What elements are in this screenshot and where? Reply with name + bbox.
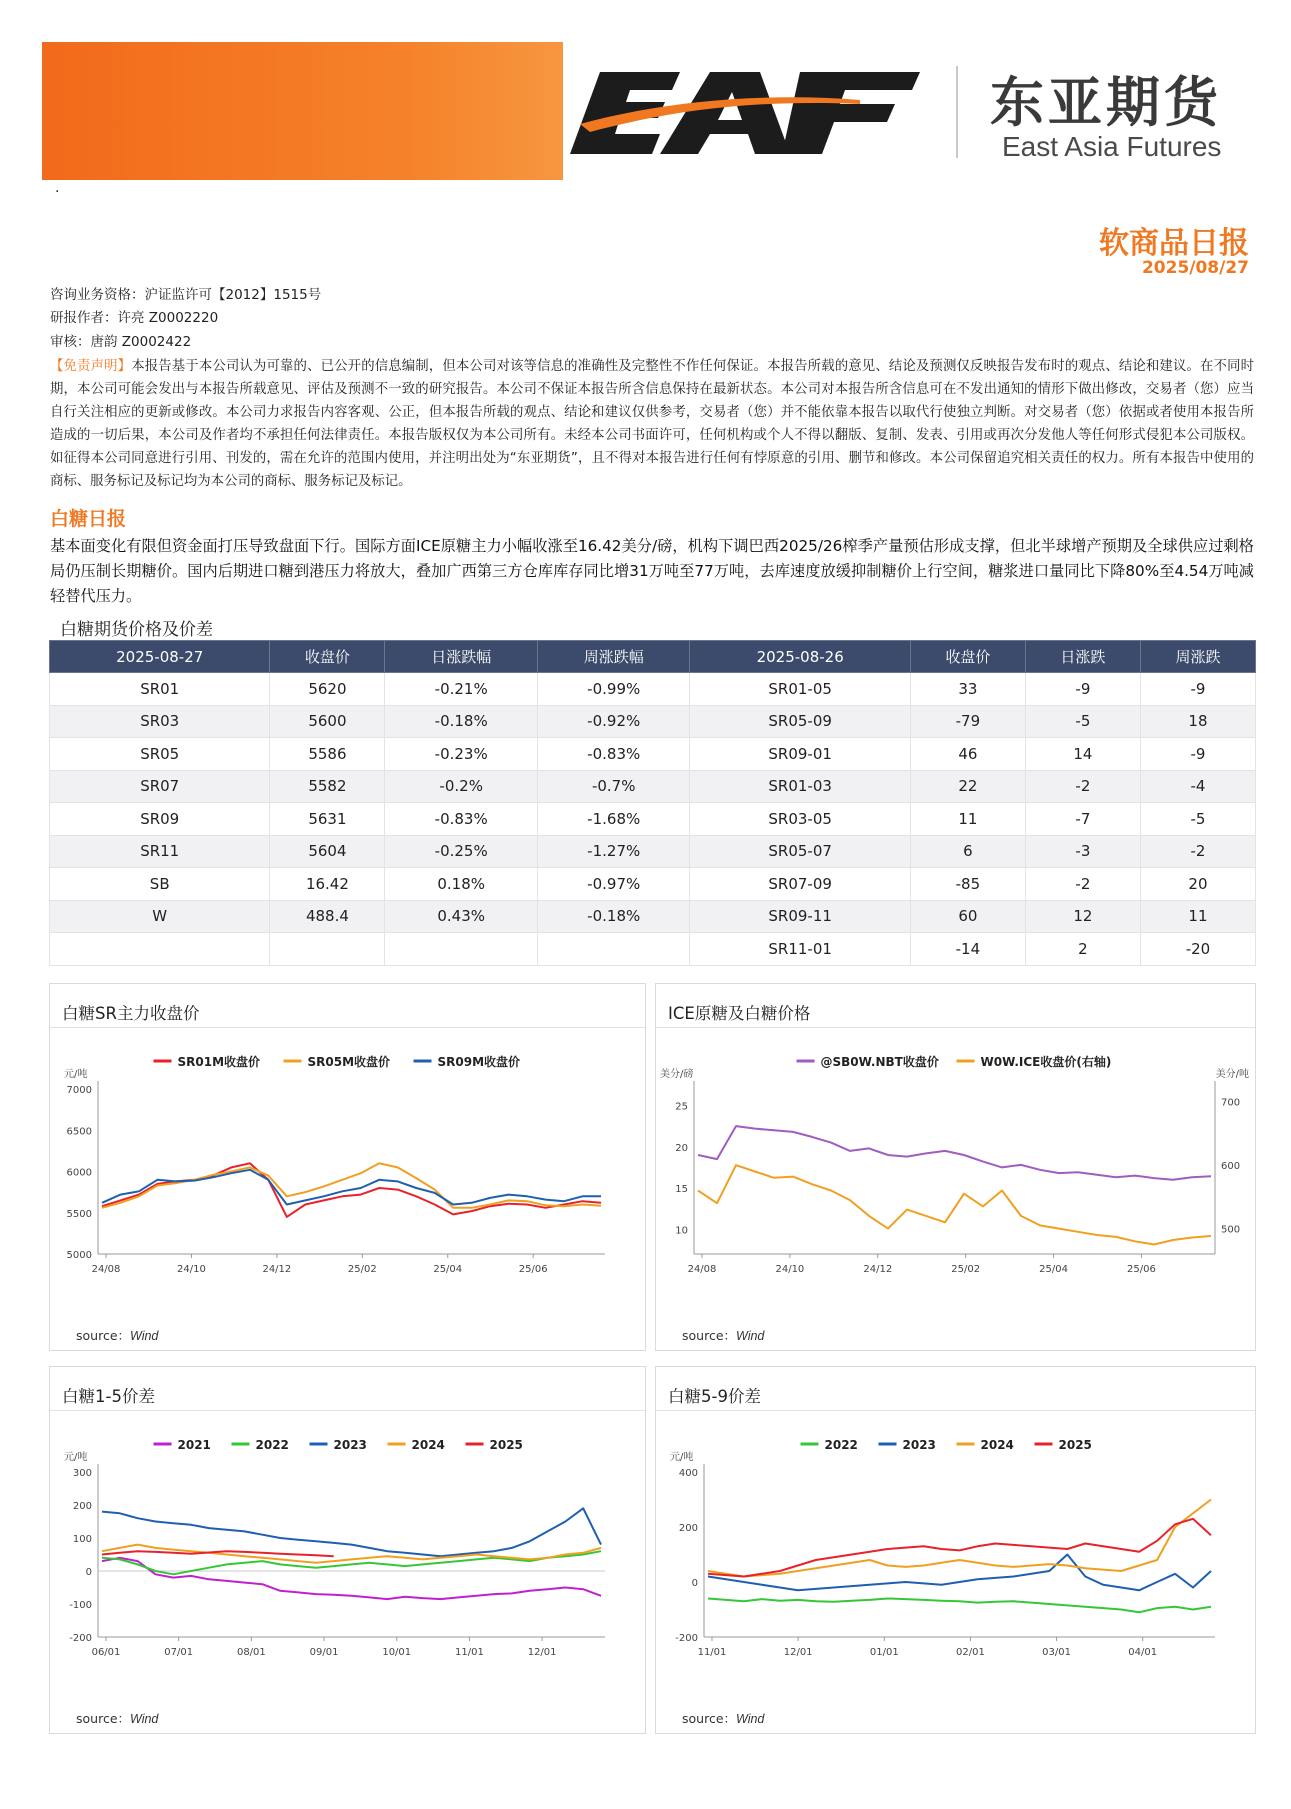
chart-source [682,1709,764,1727]
table-cell: SR05-09 [690,705,910,738]
x-tick-label: 11/01 [455,1647,484,1658]
x-tick-label: 24/12 [262,1264,292,1275]
table-cell: -9 [1140,738,1255,771]
table-header-cell: 周涨跌幅 [537,641,690,673]
table-cell: 18 [1140,705,1255,738]
qualification-line: 咨询业务资格：沪证监许可【2012】1515号 [50,287,322,303]
table-cell: 11 [910,803,1025,836]
price-spread-table [49,640,1256,966]
series-line [708,1599,1211,1613]
legend-label: 2023 [902,1438,936,1452]
table-cell: -5 [1140,803,1255,836]
eaf-logo [560,62,930,162]
y-tick-label: 5000 [66,1250,92,1261]
table-cell: SR11 [50,835,270,868]
y-tick-label: 0 [691,1578,698,1589]
y-axis-label: 美分/磅 [660,1069,694,1080]
chart-source [76,1326,158,1344]
table-cell: 14 [1025,738,1140,771]
table-cell [537,933,690,966]
legend-label: 2025 [489,1438,523,1452]
source-name: Wind [130,1712,159,1726]
x-tick-label: 25/04 [1039,1264,1068,1275]
y-tick-label: 20 [675,1142,688,1154]
table-row [50,705,1256,738]
source-name: Wind [736,1712,765,1726]
table-header-row [50,641,1256,673]
chart-panel-spread-1-5 [49,1366,646,1734]
table-cell: 5620 [270,673,385,706]
chart-panel-sr-main [49,983,646,1351]
y2-tick-label: 500 [1221,1224,1241,1236]
x-tick-label: 24/12 [863,1264,893,1275]
y-tick-label: 200 [72,1501,92,1512]
table-cell [385,933,538,966]
table-cell: -1.68% [537,803,690,836]
x-tick-label: 01/01 [869,1647,899,1658]
y2-tick-label: 700 [1221,1097,1241,1109]
table-header-cell: 周涨跌 [1140,641,1255,673]
legend-label: 2022 [824,1438,858,1452]
y-tick-label: 5500 [66,1208,92,1220]
table-cell: 22 [910,770,1025,803]
series-line [708,1519,1211,1577]
report-title: 软商品日报 [1099,226,1249,261]
x-tick-label: 02/01 [956,1647,985,1658]
y-tick-label: 200 [678,1523,698,1534]
table-cell: W [50,900,270,933]
table-cell: 488.4 [270,900,385,933]
y-axis-label: 元/吨 [64,1452,88,1463]
table-cell: -0.83% [537,738,690,771]
y-tick-label: 6000 [66,1167,92,1179]
table-row [50,868,1256,901]
table-header-cell: 2025-08-26 [690,641,910,673]
table-cell: 46 [910,738,1025,771]
x-tick-label: 12/01 [783,1647,813,1658]
chart-title: 白糖SR主力收盘价 [50,984,645,1028]
disclaimer-text: 本报告基于本公司认为可靠的、已公开的信息编制，但本公司对该等信息的准确性及完整性不作任何保证。本报告所载的意见、结论及预测仅反映报告发布时的观点、结论和建议。在不同时期，本公司可能会发出与本报告所载意见、评估及预测不一致的研究报告。本公司不保证本报告所含信息保持在最新状态。本公司对本报告所含信息可在不发出通知的情形下做出修改，交易者（您）应当自行关注相应的更新或修改。本公司力求报告内容客观、公正，但本报告所载的观点、结论和建议仅供参考，交易者（您）并不能依靠本报告以取代行使独立判断。对交易者（您）依据或者使用本报告所造成的一切后果，本公司及作者均不承担任何法律责任。本报告版权仅为本公司所有。未经本公司书面许可，任何机构或个人不得以翻版、复制、发表、引用或再次分发他人等任何形式侵犯本公司版权。如征得本公司同意进行引用、刊发的，需在允许的范围内使用，并注明出处为“东亚期货”，且不得对本报告进行任何有悖原意的引用、删节和修改。本公司保留追究相关责任的权力。所有本报告中使用的商标、服务标记及标记均为本公司的商标、服务标记及标记。 [50,359,1255,489]
table-row [50,835,1256,868]
table-cell: SR11-01 [690,933,910,966]
table-cell: -0.18% [537,900,690,933]
y-tick-label: 25 [675,1101,688,1113]
table-cell: SR01-05 [690,673,910,706]
table-cell [50,933,270,966]
table-cell: SR03 [50,705,270,738]
table-cell: -4 [1140,770,1255,803]
disclaimer-tag: 【免责声明】 [50,359,132,374]
table-cell: SR09 [50,803,270,836]
table-cell: -0.23% [385,738,538,771]
legend-label: SR09M收盘价 [437,1055,521,1069]
chart-source [682,1326,764,1344]
y-tick-label: -200 [675,1633,698,1644]
y2-tick-label: 600 [1221,1161,1241,1173]
table-row [50,933,1256,966]
chart-source [76,1709,158,1727]
legend-label: 2024 [980,1438,1014,1452]
table-cell: -0.83% [385,803,538,836]
table-cell: -0.2% [385,770,538,803]
source-label: source： [682,1328,737,1343]
x-tick-label: 10/01 [382,1647,412,1658]
table-cell: -3 [1025,835,1140,868]
source-label: source： [76,1328,131,1343]
legend-label: SR01M收盘价 [177,1055,261,1069]
legend-label: 2025 [1058,1438,1092,1452]
x-tick-label: 25/02 [347,1264,377,1275]
table-title: 白糖期货价格及价差 [60,620,213,640]
chart-panel-ice [655,983,1256,1351]
chart-ice-and-white-sugar [656,1029,1257,1309]
x-tick-label: 25/06 [1127,1264,1156,1275]
y-tick-label: -200 [69,1633,92,1644]
table-cell: 16.42 [270,868,385,901]
legend-label: @SB0W.NBT收盘价 [820,1055,939,1069]
table-cell: -1.27% [537,835,690,868]
x-tick-label: 24/08 [687,1264,717,1275]
table-cell: 5582 [270,770,385,803]
table-cell: 5600 [270,705,385,738]
table-cell: SR09-11 [690,900,910,933]
y2-axis-label: 美分/吨 [1215,1069,1249,1080]
table-cell: -0.97% [537,868,690,901]
y-tick-label: 300 [72,1468,92,1479]
header-orange-banner [42,42,563,180]
source-label: source： [76,1711,131,1726]
series-line [102,1163,601,1208]
y-tick-label: 6500 [66,1126,92,1138]
chart-title: ICE原糖及白糖价格 [656,984,1255,1028]
chart-title: 白糖5-9价差 [656,1367,1255,1411]
y-tick-label: 7000 [66,1085,92,1096]
y-axis-label: 元/吨 [670,1452,694,1463]
x-tick-label: 03/01 [1042,1647,1071,1658]
reviewer-line: 审核：唐韵 Z0002422 [50,334,192,350]
x-tick-label: 25/06 [518,1264,548,1275]
table-cell: -0.99% [537,673,690,706]
table-cell: -2 [1025,770,1140,803]
table-row [50,673,1256,706]
table-cell: 6 [910,835,1025,868]
table-cell: 60 [910,900,1025,933]
x-tick-label: 08/01 [236,1647,266,1658]
legend-label: W0W.ICE收盘价(右轴) [980,1055,1112,1069]
x-tick-label: 24/10 [177,1264,206,1275]
y-tick-label: 15 [675,1184,688,1195]
section-title: 白糖日报 [50,508,127,530]
logo-english-name: East Asia Futures [1002,131,1222,162]
table-cell: SR05 [50,738,270,771]
legend-label: 2024 [411,1438,445,1452]
table-cell: SR01-03 [690,770,910,803]
table-cell: -0.18% [385,705,538,738]
table-header-cell: 日涨跌 [1025,641,1140,673]
x-tick-label: 12/01 [527,1647,557,1658]
table-cell: 0.43% [385,900,538,933]
table-cell: SR01 [50,673,270,706]
table-cell: 20 [1140,868,1255,901]
table-row [50,803,1256,836]
table-cell: -5 [1025,705,1140,738]
source-name: Wind [130,1329,159,1343]
table-cell: 12 [1025,900,1140,933]
x-tick-label: 06/01 [91,1647,121,1658]
legend-label: 2023 [333,1438,367,1452]
table-cell: -9 [1025,673,1140,706]
table-cell: SR05-07 [690,835,910,868]
table-header-cell: 日涨跌幅 [385,641,538,673]
y-tick-label: 0 [85,1567,92,1578]
market-summary: 基本面变化有限但资金面打压导致盘面下行。国际方面ICE原糖主力小幅收涨至16.42美分/磅，机构下调巴西2025/26榨季产量预估形成支撑，但北半球增产预期及全球供应过剩格局仍压制长期糖价。国内后期进口糖到港压力将放大，叠加广西第三方仓库库存同比增31万吨至77万吨，去库速度放缓抑制糖价上行空间，糖浆进口量同比下降80%至4.54万吨减轻替代压力。 [50,537,1254,605]
chart-spread-1-5 [50,1412,647,1692]
table-cell: 5604 [270,835,385,868]
table-cell: -85 [910,868,1025,901]
report-date: 2025/08/27 [1141,258,1249,278]
table-cell: 5631 [270,803,385,836]
logo-separator [956,66,958,158]
table-cell: 0.18% [385,868,538,901]
series-line [102,1170,601,1205]
legend-label: 2022 [255,1438,289,1452]
source-name: Wind [736,1329,765,1343]
dot-mark: . [55,180,60,196]
table-row [50,900,1256,933]
chart-panel-spread-5-9 [655,1366,1256,1734]
y-tick-label: -100 [69,1600,92,1611]
chart-title: 白糖1-5价差 [50,1367,645,1411]
x-tick-label: 24/08 [91,1264,121,1275]
y-tick-label: 10 [675,1225,688,1237]
table-cell: SR07-09 [690,868,910,901]
legend-label: SR05M收盘价 [307,1055,391,1069]
table-cell: -2 [1025,868,1140,901]
x-tick-label: 11/01 [697,1647,727,1658]
chart-sr-main-price [50,1029,647,1309]
table-cell: SR07 [50,770,270,803]
series-line [698,1126,1211,1180]
table-cell: SB [50,868,270,901]
series-line [708,1500,1211,1577]
table-row [50,738,1256,771]
table-cell: -0.92% [537,705,690,738]
legend-label: 2021 [177,1438,211,1452]
x-tick-label: 09/01 [309,1647,339,1658]
source-label: source： [682,1711,737,1726]
y-axis-label: 元/吨 [64,1069,88,1080]
table-cell: 11 [1140,900,1255,933]
table-cell: -0.25% [385,835,538,868]
table-header-cell: 收盘价 [910,641,1025,673]
table-cell: -7 [1025,803,1140,836]
table-cell: -2 [1140,835,1255,868]
x-tick-label: 25/02 [951,1264,981,1275]
y-tick-label: 400 [678,1468,698,1479]
chart-spread-5-9 [656,1412,1257,1692]
table-cell: -20 [1140,933,1255,966]
table-cell: -79 [910,705,1025,738]
table-row [50,770,1256,803]
table-cell: 2 [1025,933,1140,966]
table-cell: SR09-01 [690,738,910,771]
table-cell [270,933,385,966]
logo-chinese-name: 东亚期货 [990,71,1222,134]
x-tick-label: 07/01 [164,1647,194,1658]
author-line: 研报作者：许亮 Z0002220 [50,310,219,326]
x-tick-label: 24/10 [775,1264,805,1275]
y-tick-label: 100 [72,1534,92,1545]
table-header-cell: 收盘价 [270,641,385,673]
disclaimer [50,355,1254,493]
table-cell: 5586 [270,738,385,771]
table-cell: -0.7% [537,770,690,803]
table-cell: -9 [1140,673,1255,706]
table-cell: -14 [910,933,1025,966]
table-cell: 33 [910,673,1025,706]
series-line [698,1165,1211,1244]
table-cell: -0.21% [385,673,538,706]
x-tick-label: 25/04 [433,1264,463,1275]
x-tick-label: 04/01 [1128,1647,1158,1658]
table-cell: SR03-05 [690,803,910,836]
table-header-cell: 2025-08-27 [50,641,270,673]
